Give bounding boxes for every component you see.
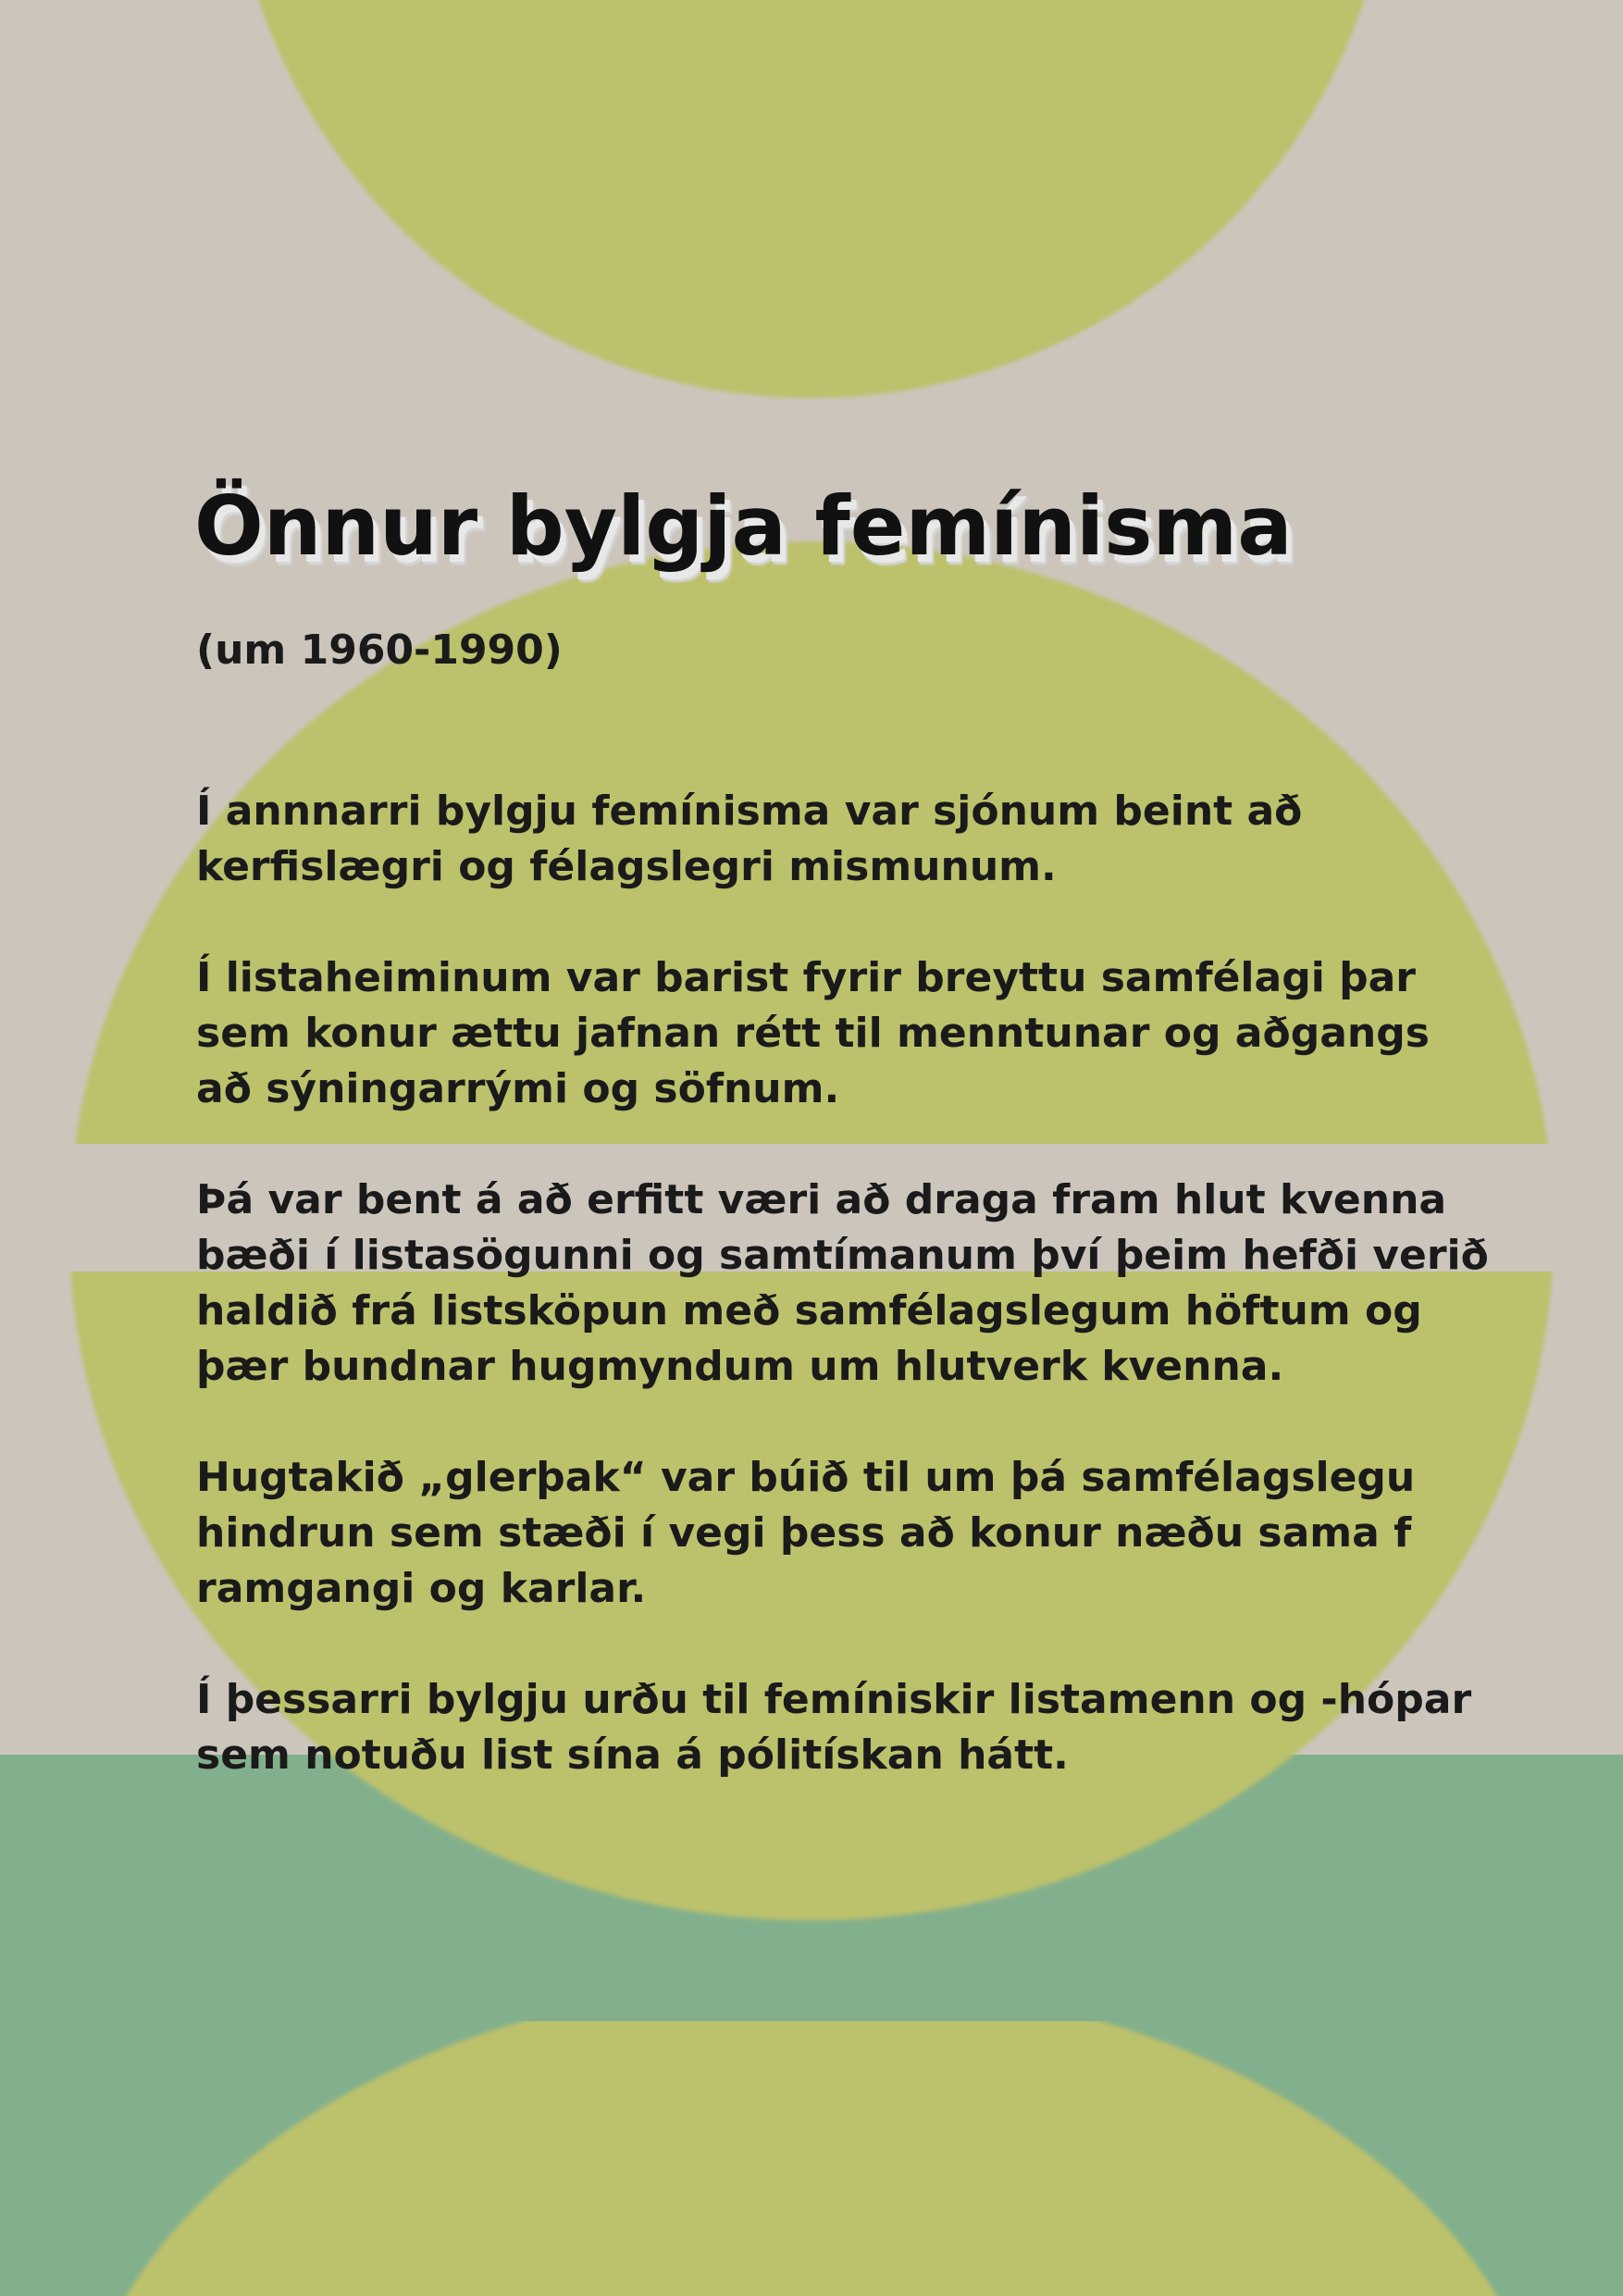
paragraph-5 bbox=[196, 1672, 1508, 1783]
text-line: hindrun sem stæði í vegi þess að konur næðu sama f bbox=[196, 1509, 1412, 1557]
text-line: þær bundnar hugmyndum um hlutverk kvenna. bbox=[196, 1343, 1284, 1390]
date-range-subtitle: (um 1960-1990) bbox=[196, 627, 563, 674]
paragraph-2 bbox=[196, 950, 1508, 1117]
page-title: Önnur bylgja femínisma bbox=[194, 478, 1293, 574]
text-line: kerfislægri og félagslegri mismunum. bbox=[196, 843, 1057, 890]
text-line: sem konur ættu jafnan rétt til menntunar og aðgangs bbox=[196, 1010, 1430, 1057]
paragraph-3 bbox=[196, 1173, 1508, 1395]
text-line: að sýningarrými og söfnum. bbox=[196, 1065, 840, 1112]
text-line: Í annnarri bylgju femínisma var sjónum beint að bbox=[196, 788, 1303, 835]
text-content bbox=[194, 478, 1508, 1783]
text-line: haldið frá listsköpun með samfélagslegum höftum og bbox=[196, 1287, 1422, 1334]
text-line: Í þessarri bylgju urðu til femíniskir listamenn og -hópar bbox=[196, 1676, 1472, 1723]
text-line: Hugtakið „glerþak“ var búið til um þá samfélagslegu bbox=[196, 1454, 1416, 1501]
paragraph-4 bbox=[196, 1450, 1508, 1617]
paragraph-1 bbox=[196, 784, 1508, 895]
text-line: Í listaheiminum var barist fyrir breyttu samfélagi þar bbox=[196, 954, 1416, 1001]
text-line: bæði í listasögunni og samtímanum því þeim hefði verið bbox=[196, 1232, 1489, 1279]
text-line: ramgangi og karlar. bbox=[196, 1565, 647, 1612]
text-line: Þá var bent á að erfitt væri að draga fram hlut kvenna bbox=[196, 1176, 1447, 1223]
text-line: sem notuðu list sína á pólitískan hátt. bbox=[196, 1731, 1069, 1779]
